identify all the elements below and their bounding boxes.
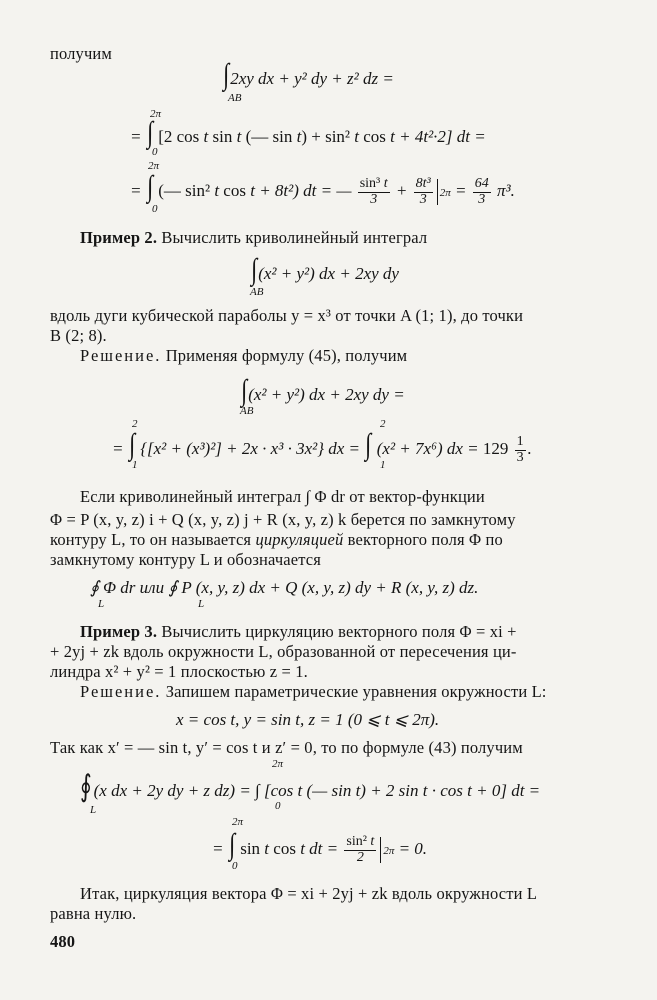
lower-limit: 0 (275, 800, 281, 812)
lower-limit: 1 (380, 459, 386, 471)
lower-limit: 0 (152, 203, 158, 215)
equation-4: ∫(x² + y²) dx + 2xy dy (251, 253, 399, 286)
integral-subscript: L (90, 804, 97, 816)
text-line: контуру L, то он называется циркуляцией векторного поля Φ по (50, 530, 503, 549)
example-3-heading: Пример 3. Вычислить циркуляцию векторного поля Φ = xi + (80, 622, 517, 641)
text-line: + 2yj + zk вдоль окружности L, образованной от пересечения ци- (50, 642, 517, 661)
lower-limit: 1 (132, 459, 138, 471)
equation-7: ∮ Φ dr или ∮ P (x, y, z) dx + Q (x, y, z) dy + R (x, y, z) dz. (90, 578, 479, 597)
solution-2: Решение. Запишем параметрические уравнения окружности L: (80, 682, 547, 701)
solution-1: Решение. Применяя формулу (45), получим (80, 346, 408, 365)
lower-limit: 0 (152, 146, 158, 158)
integral-subscript: L (198, 598, 205, 610)
upper-limit: 2 (132, 418, 138, 430)
integral-subscript: AB (228, 92, 242, 104)
upper-limit: 2π (150, 108, 162, 120)
text-line: вдоль дуги кубической параболы y = x³ от точки A (1; 1), до точки (50, 306, 524, 325)
equation-5: ∫(x² + y²) dx + 2xy dy = (241, 374, 405, 407)
equation-6: = ∫ {[x² + (x³)²] + 2x · x³ · 3x²} dx = ∫ (x² + 7x⁶) dx = 129 $\frac{1}{3}$ . (112, 428, 532, 465)
text-line: равна нулю. (50, 904, 137, 923)
upper-limit: 2 (380, 418, 386, 430)
equation-9: ∮ (x dx + 2y dy + z dz) = ∫ [cos t (— sin t) + 2 sin t · cos t + 0] dt = (79, 770, 541, 803)
integral-subscript: AB (240, 405, 254, 417)
text-line: Если криволинейный интеграл ∫ Φ dr от вектор-функции (80, 487, 485, 506)
example-2-heading: Пример 2. Вычислить криволинейный интеграл (80, 228, 428, 247)
integral-subscript: L (98, 598, 105, 610)
upper-limit: 2π (272, 758, 284, 770)
upper-limit: 2π (232, 816, 244, 828)
text-line: линдра x² + y² = 1 плоскостью z = 1. (50, 662, 308, 681)
equation-10: = ∫ sin t cos t dt = $\frac{\text{sin² t}}{2}$ 2π = 0. (212, 828, 428, 865)
text-line: Φ = P (x, y, z) i + Q (x, y, z) j + R (x, y, z) k берется по замкнутому (50, 510, 516, 529)
lower-limit: 0 (232, 860, 238, 872)
text-line: замкнутому контуру L и обозначается (50, 550, 322, 569)
page-number: 480 (50, 932, 76, 951)
text-line: получим (50, 44, 112, 63)
text-line: B (2; 8). (50, 326, 107, 345)
upper-limit: 2π (148, 160, 160, 172)
equation-8: x = cos t, y = sin t, z = 1 (0 ⩽ t ⩽ 2π). (176, 710, 440, 729)
text-line: Так как x′ = — sin t, y′ = cos t и z′ = 0, то по формуле (43) получим (50, 738, 523, 757)
equation-2: = ∫ [2 cos t sin t (— sin t) + sin² t cos t + 4t²·2] dt = (130, 116, 486, 149)
integral-subscript: AB (250, 286, 264, 298)
equation-1: ∫2xy dx + y² dy + z² dz = (223, 58, 394, 91)
text-line: Итак, циркуляция вектора Φ = xi + 2yj + zk вдоль окружности L (80, 884, 538, 903)
equation-3: = ∫ (— sin² t cos t + 8t²) dt = — $\frac{\text{sin³ t}}{3}$ + $\frac{\text{8t³}}{3}$ 2π = $\frac{64}{3}$ π³. (130, 170, 515, 207)
